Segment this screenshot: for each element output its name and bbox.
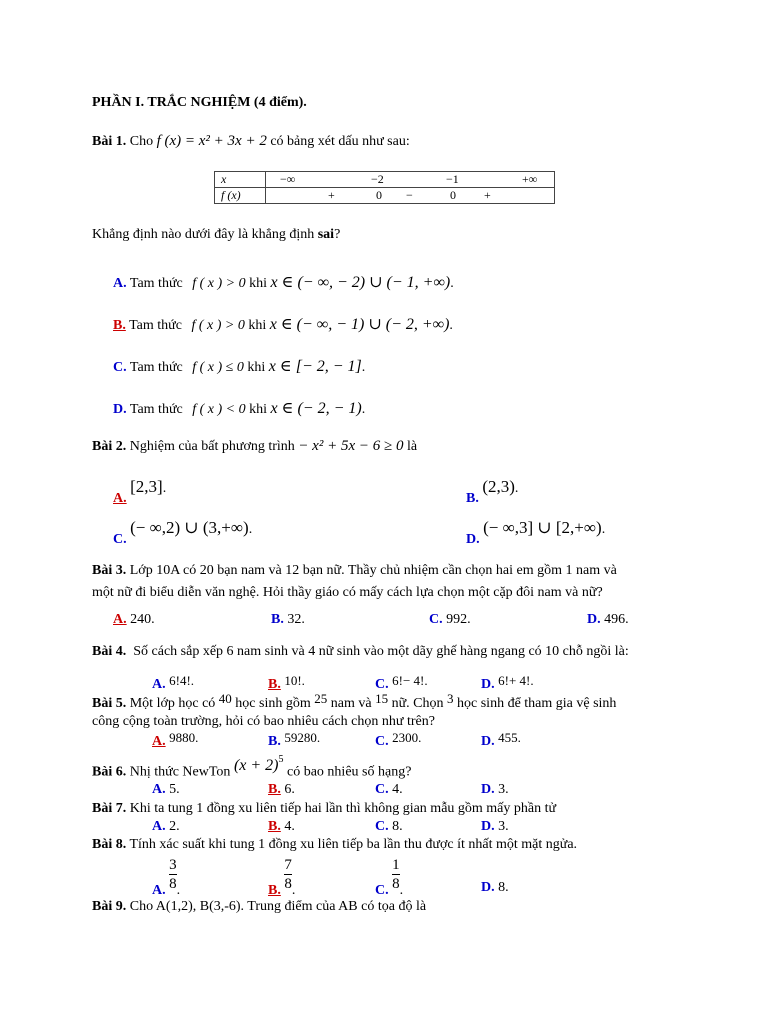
question-text: ?	[334, 227, 341, 242]
math-expression: f ( x ) < 0	[192, 402, 246, 417]
option-letter: D.	[587, 612, 601, 627]
table-value: +∞	[522, 172, 538, 186]
option-a[interactable]	[113, 612, 155, 628]
question-text: nữ. Chọn	[391, 696, 444, 711]
option-c[interactable]	[375, 782, 403, 798]
question-text: học sinh để tham gia vệ sinh	[457, 696, 617, 711]
fraction-numerator: 1	[392, 857, 400, 873]
option-text: 2.	[169, 819, 180, 834]
question-label: Bài 3.	[92, 563, 127, 578]
option-text: .	[162, 481, 167, 496]
option-letter: A.	[152, 677, 166, 692]
number-value: 15	[375, 691, 389, 706]
question-9-stem	[92, 899, 426, 915]
fraction-numerator: 7	[284, 857, 292, 873]
option-b[interactable]	[268, 819, 295, 835]
option-text: .	[248, 522, 253, 537]
emphasis-text: sai	[317, 227, 335, 242]
option-text: .	[450, 276, 454, 291]
option-letter: B.	[113, 318, 126, 333]
option-letter: A.	[113, 612, 127, 627]
option-a[interactable]	[152, 730, 199, 750]
option-a[interactable]	[113, 477, 167, 506]
option-text: 6!− 4!.	[392, 673, 428, 688]
question-label: Bài 4.	[92, 644, 127, 659]
option-b[interactable]	[466, 477, 519, 506]
question-text: Tính xác suất khi tung 1 đồng xu liên tiếp ba lần thu được ít nhất một mặt ngửa.	[129, 837, 578, 852]
option-letter: A.	[152, 782, 166, 797]
option-b[interactable]	[268, 782, 295, 798]
option-text: .	[361, 402, 366, 417]
option-b[interactable]	[113, 314, 453, 334]
math-expression: f ( x ) > 0	[191, 318, 245, 333]
table-value: −2	[371, 172, 384, 186]
sign-table	[214, 171, 555, 204]
option-letter: B.	[268, 819, 281, 834]
option-letter: D.	[481, 782, 495, 797]
option-text: 5.	[169, 782, 180, 797]
option-d[interactable]	[587, 612, 629, 628]
option-a[interactable]	[152, 673, 195, 693]
option-letter: A.	[113, 276, 127, 291]
option-letter: B.	[271, 612, 284, 627]
option-text: khi	[249, 276, 268, 291]
option-letter: C.	[375, 677, 389, 692]
option-text: 3.	[498, 782, 509, 797]
option-letter: A.	[152, 734, 166, 749]
option-letter: D.	[113, 402, 127, 417]
table-value: −∞	[280, 172, 296, 186]
question-text: Lớp 10A có 20 bạn nam và 12 bạn nữ. Thầy chủ nhiệm cần chọn hai em gồm 1 nam và	[129, 563, 617, 578]
question-text: công cộng toàn trường, hỏi có bao nhiêu cách chọn như trên?	[92, 714, 435, 729]
math-expression: (− ∞,2) ∪ (3,+∞)	[130, 518, 249, 537]
fraction-denominator: 8	[392, 876, 400, 892]
option-c[interactable]	[375, 730, 422, 750]
math-expression: (− ∞,3] ∪ [2,+∞)	[483, 518, 602, 537]
question-text: nam và	[330, 696, 372, 711]
option-letter: D.	[481, 677, 495, 692]
question-7-stem	[92, 801, 556, 817]
math-expression: f ( x ) ≤ 0	[192, 360, 244, 375]
question-5-stem	[92, 691, 617, 712]
option-text: 10!.	[284, 673, 305, 688]
option-letter: B.	[268, 882, 281, 898]
option-letter: C.	[375, 782, 389, 797]
option-text: 2300.	[392, 730, 422, 745]
fraction-denominator: 8	[169, 876, 177, 892]
option-c[interactable]	[375, 856, 404, 898]
table-value: 0	[450, 188, 456, 202]
option-text: .	[449, 318, 453, 333]
option-text: Tam thức	[129, 402, 183, 417]
question-label: Bài 8.	[92, 837, 127, 852]
option-text: 3.	[498, 819, 509, 834]
option-text: 455.	[498, 730, 521, 745]
question-label: Bài 2.	[92, 439, 127, 454]
question-4-stem	[92, 644, 629, 660]
option-letter: C.	[113, 360, 127, 375]
exponent: 5	[278, 754, 284, 765]
question-text: là	[406, 439, 418, 454]
option-letter: B.	[268, 677, 281, 692]
question-label: Bài 1.	[92, 134, 127, 149]
option-c[interactable]	[113, 356, 365, 376]
option-text: Tam thức	[129, 360, 183, 375]
number-value: 40	[218, 691, 232, 706]
table-value: +	[484, 188, 491, 202]
question-text: Cho A(1,2), B(3,-6). Trung điểm của AB có tọa độ là	[129, 899, 427, 914]
question-text: Số cách sắp xếp 6 nam sinh và 4 nữ sinh vào một dãy ghế hàng ngang có 10 chỗ ngồi là:	[133, 644, 629, 659]
table-cell: f (x)	[215, 188, 266, 204]
option-text: khi	[247, 360, 266, 375]
option-d[interactable]	[481, 880, 509, 896]
option-letter: A.	[152, 882, 166, 898]
question-text: có bao nhiêu số hạng?	[287, 764, 412, 780]
option-d[interactable]	[481, 819, 509, 835]
option-text: Tam thức	[129, 318, 182, 333]
option-text: 992.	[446, 612, 471, 627]
option-text: 9880.	[169, 730, 199, 745]
option-letter: C.	[113, 532, 127, 547]
question-label: Bài 7.	[92, 801, 127, 816]
math-expression: x ∈ [− 2, − 1]	[268, 358, 362, 375]
fraction	[284, 856, 292, 893]
number-value: 25	[314, 691, 328, 706]
question-label: Bài 5.	[92, 696, 127, 711]
math-expression: x ∈ (− ∞, − 2) ∪ (− 1, +∞)	[270, 274, 451, 291]
fraction-denominator: 8	[284, 876, 292, 892]
question-text: Một lớp học có	[129, 696, 216, 711]
option-letter: A.	[152, 819, 166, 834]
option-d[interactable]	[481, 782, 509, 798]
option-letter: D.	[481, 819, 495, 834]
question-3-stem	[92, 560, 692, 604]
question-label: Bài 6.	[92, 764, 127, 780]
table-value: 0	[376, 188, 382, 202]
question-text: có bảng xét dấu như sau:	[270, 134, 410, 149]
option-d[interactable]	[481, 673, 534, 693]
option-letter: C.	[429, 612, 443, 627]
table-cell	[266, 188, 555, 204]
option-letter: D.	[466, 532, 480, 547]
table-value: −1	[446, 172, 459, 186]
option-text: .	[291, 882, 296, 898]
option-c[interactable]	[429, 612, 471, 628]
table-value: −	[406, 188, 413, 202]
section-header: PHẦN I. TRẮC NGHIỆM (4 điểm).	[92, 95, 307, 110]
math-expression: − x² + 5x − 6 ≥ 0	[298, 438, 404, 454]
option-letter: C.	[375, 882, 389, 898]
option-text: .	[361, 360, 366, 375]
option-a[interactable]	[152, 856, 181, 898]
option-d[interactable]	[466, 518, 606, 547]
option-text: .	[601, 522, 606, 537]
option-text: 32.	[287, 612, 305, 627]
math-expression: [2,3]	[130, 477, 163, 496]
option-text: 6!4!.	[169, 673, 195, 688]
fraction-numerator: 3	[169, 857, 177, 873]
question-text: học sinh gồm	[235, 696, 311, 711]
math-expression: (2,3)	[482, 477, 515, 496]
option-letter: B.	[268, 782, 281, 797]
math-expression: x ∈ (− ∞, − 1) ∪ (− 2, +∞)	[269, 316, 450, 333]
option-text: .	[176, 882, 181, 898]
option-letter: D.	[481, 734, 495, 749]
table-value: +	[328, 188, 335, 202]
option-text: 6.	[284, 782, 295, 797]
question-text: Nghiệm của bất phương trình	[129, 439, 295, 454]
question-1-prompt	[92, 227, 340, 243]
question-text: Cho	[129, 134, 154, 149]
option-c[interactable]	[375, 819, 403, 835]
option-letter: B.	[268, 734, 281, 749]
math-expression: f ( x ) > 0	[192, 276, 246, 291]
option-a[interactable]	[113, 272, 454, 292]
option-text: 8.	[392, 819, 403, 834]
question-label: Bài 9.	[92, 899, 127, 914]
option-letter: C.	[375, 819, 389, 834]
fraction	[169, 856, 177, 893]
number-value: 3	[447, 691, 454, 706]
question-6-stem	[92, 754, 412, 781]
option-text: .	[399, 882, 404, 898]
option-text: 6!+ 4!.	[498, 673, 534, 688]
option-text: 4.	[284, 819, 295, 834]
question-text: Khẳng định nào dưới đây là khẳng định	[92, 227, 315, 242]
table-row	[215, 188, 555, 204]
question-8-stem	[92, 837, 577, 853]
option-text: 59280.	[284, 730, 321, 745]
option-text: 496.	[604, 612, 629, 627]
math-expression: (x + 2)	[233, 756, 279, 774]
option-d[interactable]	[481, 730, 521, 750]
option-letter: C.	[375, 734, 389, 749]
table-cell: x	[215, 172, 266, 188]
option-text: 4.	[392, 782, 403, 797]
fraction	[392, 856, 400, 893]
option-b[interactable]	[268, 856, 296, 898]
option-a[interactable]	[152, 782, 180, 798]
question-2-stem	[92, 438, 417, 455]
option-a[interactable]	[152, 819, 180, 835]
option-text: .	[514, 481, 519, 496]
option-d[interactable]	[113, 398, 365, 418]
option-c[interactable]	[113, 518, 253, 547]
option-text: khi	[248, 318, 267, 333]
option-letter: B.	[466, 491, 479, 506]
option-text: 240.	[130, 612, 155, 627]
math-expression: f (x) = x² + 3x + 2	[156, 133, 267, 149]
math-expression: x ∈ (− 2, − 1)	[270, 400, 362, 417]
option-text: 8.	[498, 880, 509, 895]
question-1-stem	[92, 133, 410, 150]
option-b[interactable]	[268, 730, 321, 750]
option-b[interactable]	[271, 612, 305, 628]
option-letter: A.	[113, 491, 127, 506]
table-row	[215, 172, 555, 188]
option-text: Tam thức	[129, 276, 183, 291]
option-text: khi	[249, 402, 268, 417]
question-text: một nữ đi biểu diễn văn nghệ. Hỏi thầy giáo có mấy cách lựa chọn một cặp đôi nam và nữ?	[92, 585, 603, 600]
question-text: Nhị thức NewTon	[129, 764, 231, 780]
option-letter: D.	[481, 880, 495, 895]
question-text: Khi ta tung 1 đồng xu liên tiếp hai lần thì không gian mẫu gồm mấy phần tử	[129, 801, 557, 816]
option-b[interactable]	[268, 673, 305, 693]
table-cell	[266, 172, 555, 188]
